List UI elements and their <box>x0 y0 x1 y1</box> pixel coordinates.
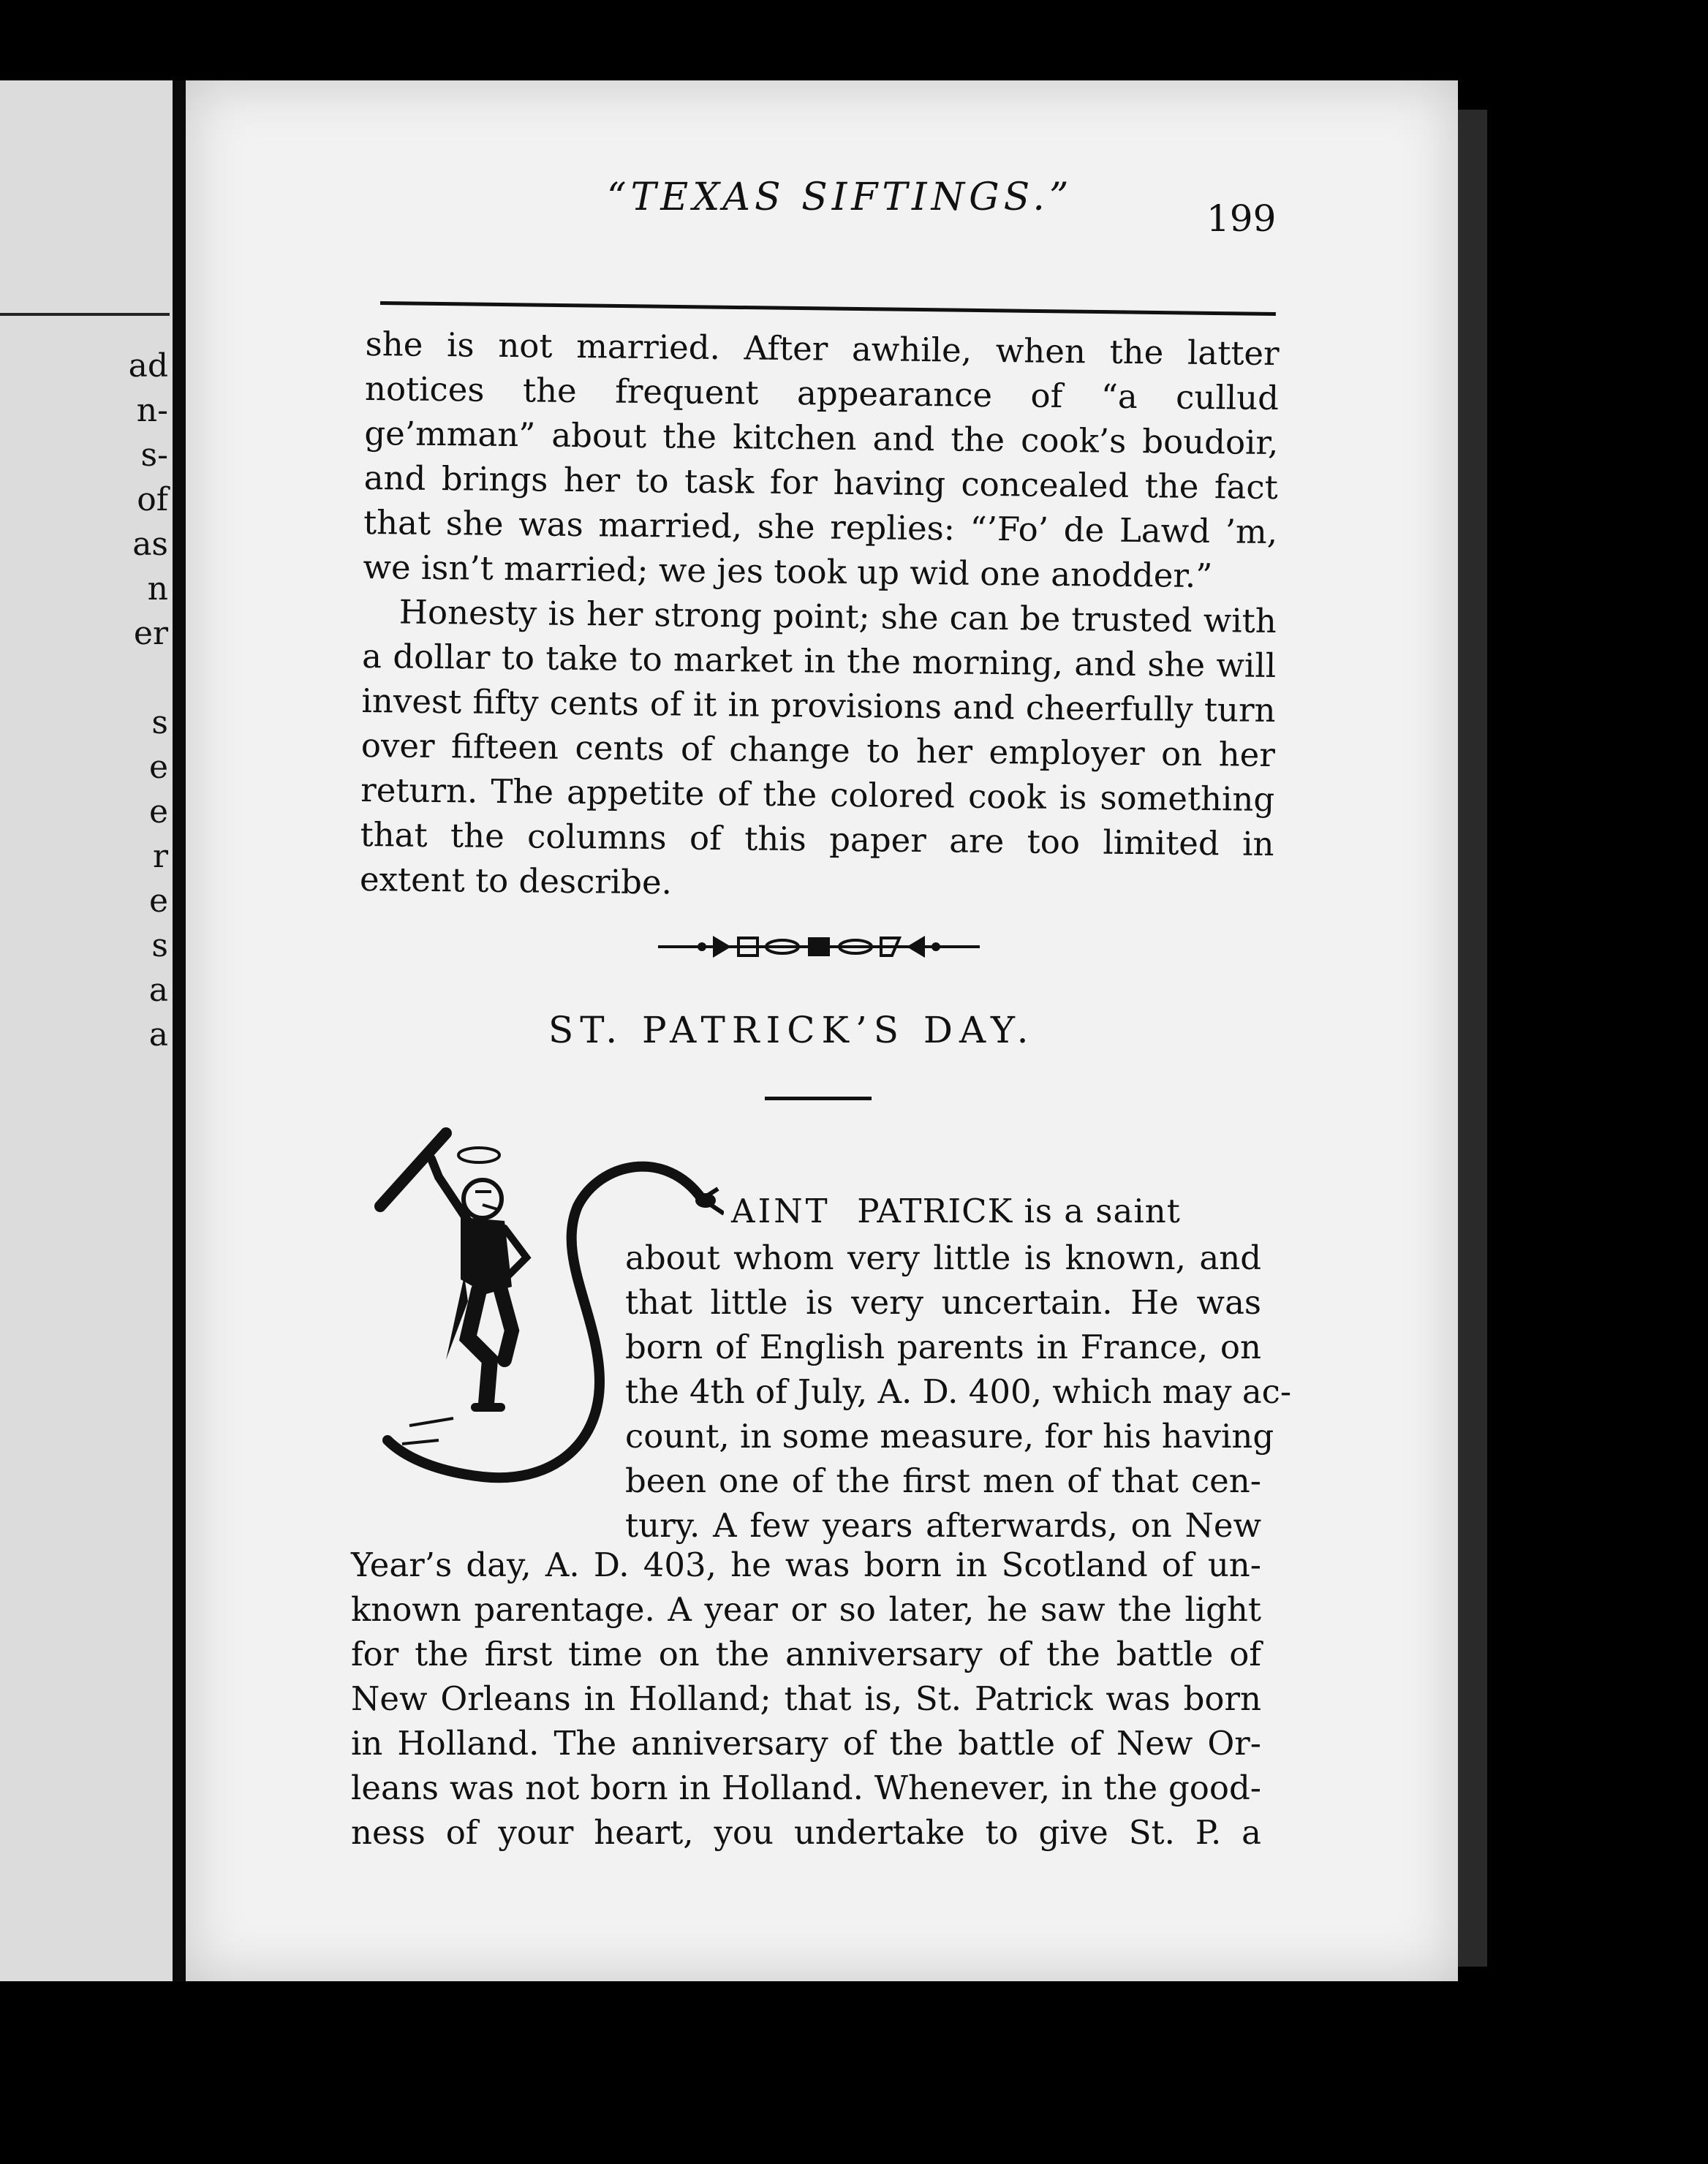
text-line: the 4th of July, A. D. 400, which may ac- <box>625 1372 1292 1411</box>
facing-page <box>0 80 173 1981</box>
page-edge <box>1458 110 1487 1967</box>
text-line: born of English parents in France, on <box>625 1328 1261 1366</box>
facing-page-fragment: of <box>137 481 168 518</box>
text-line: been one of the first men of that cen- <box>625 1461 1261 1500</box>
facing-page-fragment: n- <box>136 392 168 429</box>
section-title: ST. PATRICK’S DAY. <box>548 1009 1035 1051</box>
text-line: that little is very uncertain. He was <box>625 1283 1261 1322</box>
ornament-divider <box>658 930 980 964</box>
facing-page-fragment: e <box>148 882 168 920</box>
running-title: “TEXAS SIFTINGS.” <box>607 175 1073 219</box>
facing-page-fragment: s- <box>140 436 168 474</box>
text-line: New Orleans in Holland; that is, St. Patrick was born <box>351 1679 1261 1718</box>
intro-paragraph: she is not married. After awhile, when the latter notices the frequent appearance of “a cullud ge’mman” about the kitchen and the cook’s boudoir, and brings her to task for having concealed the fact that she was married, she replies: “’Fo’ de Lawd ’m, we isn’t married; we jes took up wid one anodder.” <box>363 324 1280 596</box>
facing-page-fragment: ad <box>128 347 168 385</box>
intro-text <box>360 322 1280 911</box>
facing-page-fragment: s <box>151 927 168 964</box>
text-line: tury. A few years afterwards, on New <box>625 1506 1261 1545</box>
facing-page-fragment: e <box>148 749 168 786</box>
intro-paragraph: Honesty is her strong point; she can be trusted with a dollar to take to market in the morning, and she will invest fifty cents of it in provisions and cheerfully turn over fifteen cents of change to her employer on her return. The appetite of the colored cook is something that the columns of this paper are too limited in extent to describe. <box>359 592 1277 902</box>
text-line: count, in some measure, for his having <box>625 1417 1274 1456</box>
facing-page-fragment: s <box>151 704 168 741</box>
first-line-rest: PATRICK is a saint <box>857 1192 1181 1230</box>
page-number: 199 <box>1206 197 1277 240</box>
facing-page-fragment: n <box>147 570 168 608</box>
facing-page-fragment: as <box>132 526 168 563</box>
text-line: leans was not born in Holland. Whenever, in the good- <box>351 1768 1261 1807</box>
text-line: ness of your heart, you undertake to give St. P. a <box>351 1813 1261 1852</box>
book-spine <box>173 80 186 1981</box>
facing-page-fragment: a <box>148 972 168 1009</box>
story-first-line <box>731 1192 1181 1230</box>
facing-page-text <box>124 344 168 1057</box>
text-line: in Holland. The anniversary of the battle of New Or- <box>351 1724 1261 1763</box>
facing-page-fragment: er <box>133 615 168 652</box>
drop-cap-rest: AINT <box>731 1192 831 1230</box>
facing-page-fragment: r <box>152 838 168 875</box>
story-text-full <box>351 1543 1261 1855</box>
title-rule <box>765 1097 872 1100</box>
text-line: about whom very little is known, and <box>625 1238 1261 1277</box>
text-line: for the first time on the anniversary of the battle of <box>351 1635 1261 1673</box>
facing-page-fragment: a <box>148 1016 168 1053</box>
facing-page-fragment: e <box>148 793 168 831</box>
facing-page-fragment <box>124 656 168 700</box>
facing-page-rule <box>0 313 170 316</box>
text-line: Year’s day, A. D. 403, he was born in Scotland of un- <box>351 1546 1261 1584</box>
story-text-wrapped <box>625 1236 1292 1548</box>
text-line: known parentage. A year or so later, he saw the light <box>351 1590 1261 1629</box>
